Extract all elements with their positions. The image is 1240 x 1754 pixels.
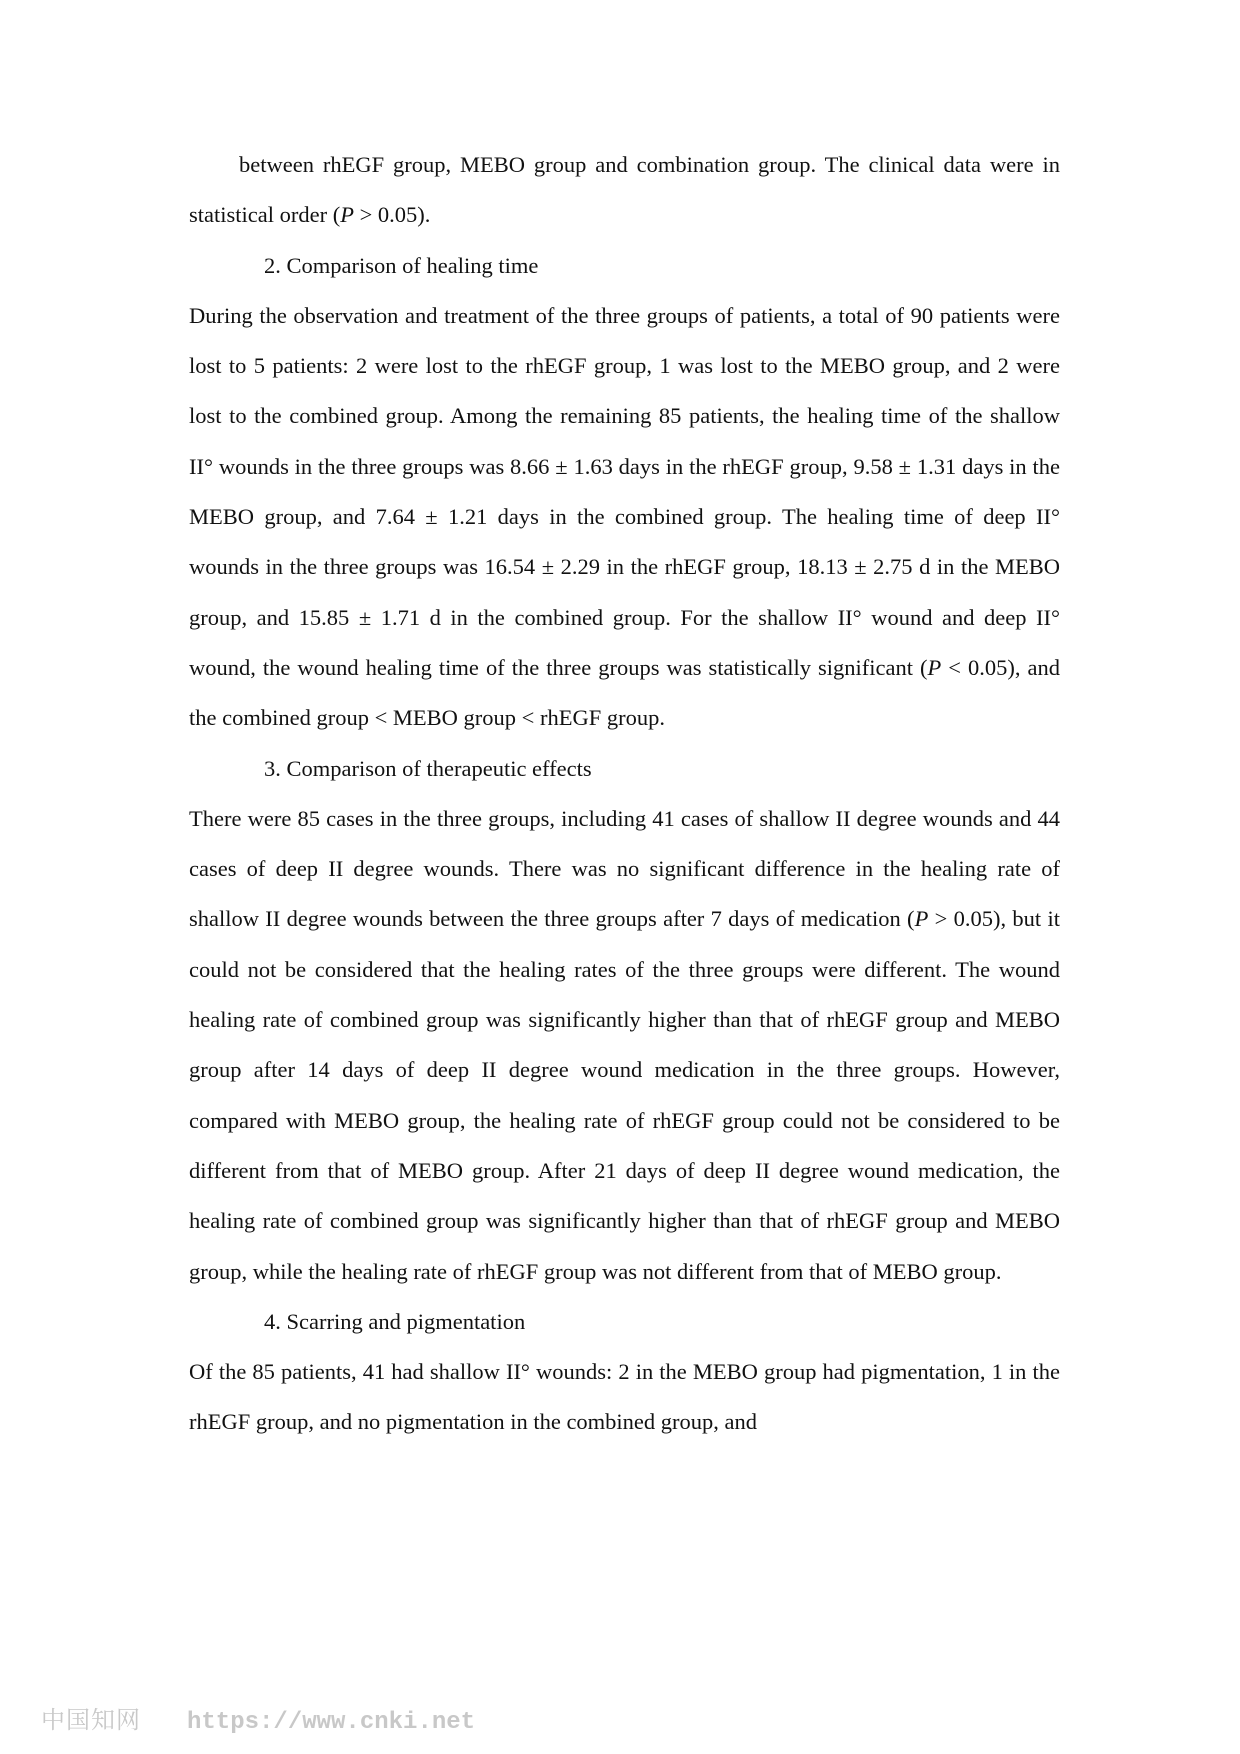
text-run: > 0.05).: [353, 202, 431, 228]
section-heading: [189, 241, 1060, 291]
text-run: > 0.05), but it could not be considered that the healing rates of the three groups were different. The wound healing rate of combined group was significantly higher than that of rhEGF group and MEBO group after 14 days of deep II degree wound medication in the three groups. However, compared with MEBO group, the healing rate of rhEGF group could not be considered to be different from that of MEBO group. After 21 days of deep II degree wound medication, the healing rate of combined group was significantly higher than that of rhEGF group and MEBO group, while the healing rate of rhEGF group was not different from that of MEBO group.: [189, 906, 1060, 1284]
italic-symbol: P: [340, 202, 354, 228]
body-text: [189, 140, 1060, 1448]
text-run: 4. Scarring and pigmentation: [264, 1308, 526, 1334]
text-run: Of the 85 patients, 41 had shallow II° wounds: 2 in the MEBO group had pigmentation, 1 in the rhEGF group, and no pigmentation in the combined group, and: [189, 1359, 1060, 1435]
section-heading: [189, 1297, 1060, 1347]
italic-symbol: P: [914, 906, 929, 932]
text-run: During the observation and treatment of the three groups of patients, a total of 90 patients were lost to 5 patients: 2 were lost to the rhEGF group, 1 was lost to the MEBO group, and 2 were lost to the combined group. Among the remaining 85 patients, the healing time of the shallow II° wounds in the three groups was 8.66 ± 1.63 days in the rhEGF group, 9.58 ± 1.31 days in the MEBO group, and 7.64 ± 1.21 days in the combined group. The healing time of deep II° wounds in the three groups was 16.54 ± 2.29 in the rhEGF group, 18.13 ± 2.75 d in the MEBO group, and 15.85 ± 1.71 d in the combined group. For the shallow II° wound and deep II° wound, the wound healing time of the three groups was statistically significant (: [189, 302, 1060, 680]
italic-symbol: P: [927, 654, 942, 680]
paragraph: [189, 1347, 1060, 1448]
text-run: between rhEGF group, MEBO group and combination group. The clinical data were in statistical order (: [189, 152, 1060, 228]
text-run: There were 85 cases in the three groups, including 41 cases of shallow II degree wounds and 44 cases of deep II degree wounds. There was no significant difference in the healing rate of shallow II degree wounds between the three groups after 7 days of medication (: [189, 805, 1060, 932]
paragraph: [189, 291, 1060, 744]
cnki-brand: 中国知网: [41, 1706, 141, 1734]
paragraph: [189, 140, 1060, 241]
text-run: 3. Comparison of therapeutic effects: [264, 755, 592, 781]
text-run: < 0.05), and the combined group < MEBO group < rhEGF group.: [189, 654, 1061, 731]
watermark-footer: [41, 1700, 475, 1736]
cnki-url[interactable]: https://www.cnki.net: [187, 1709, 476, 1736]
text-run: 2. Comparison of healing time: [264, 252, 539, 278]
section-heading: [189, 744, 1060, 794]
paragraph: [189, 794, 1060, 1297]
